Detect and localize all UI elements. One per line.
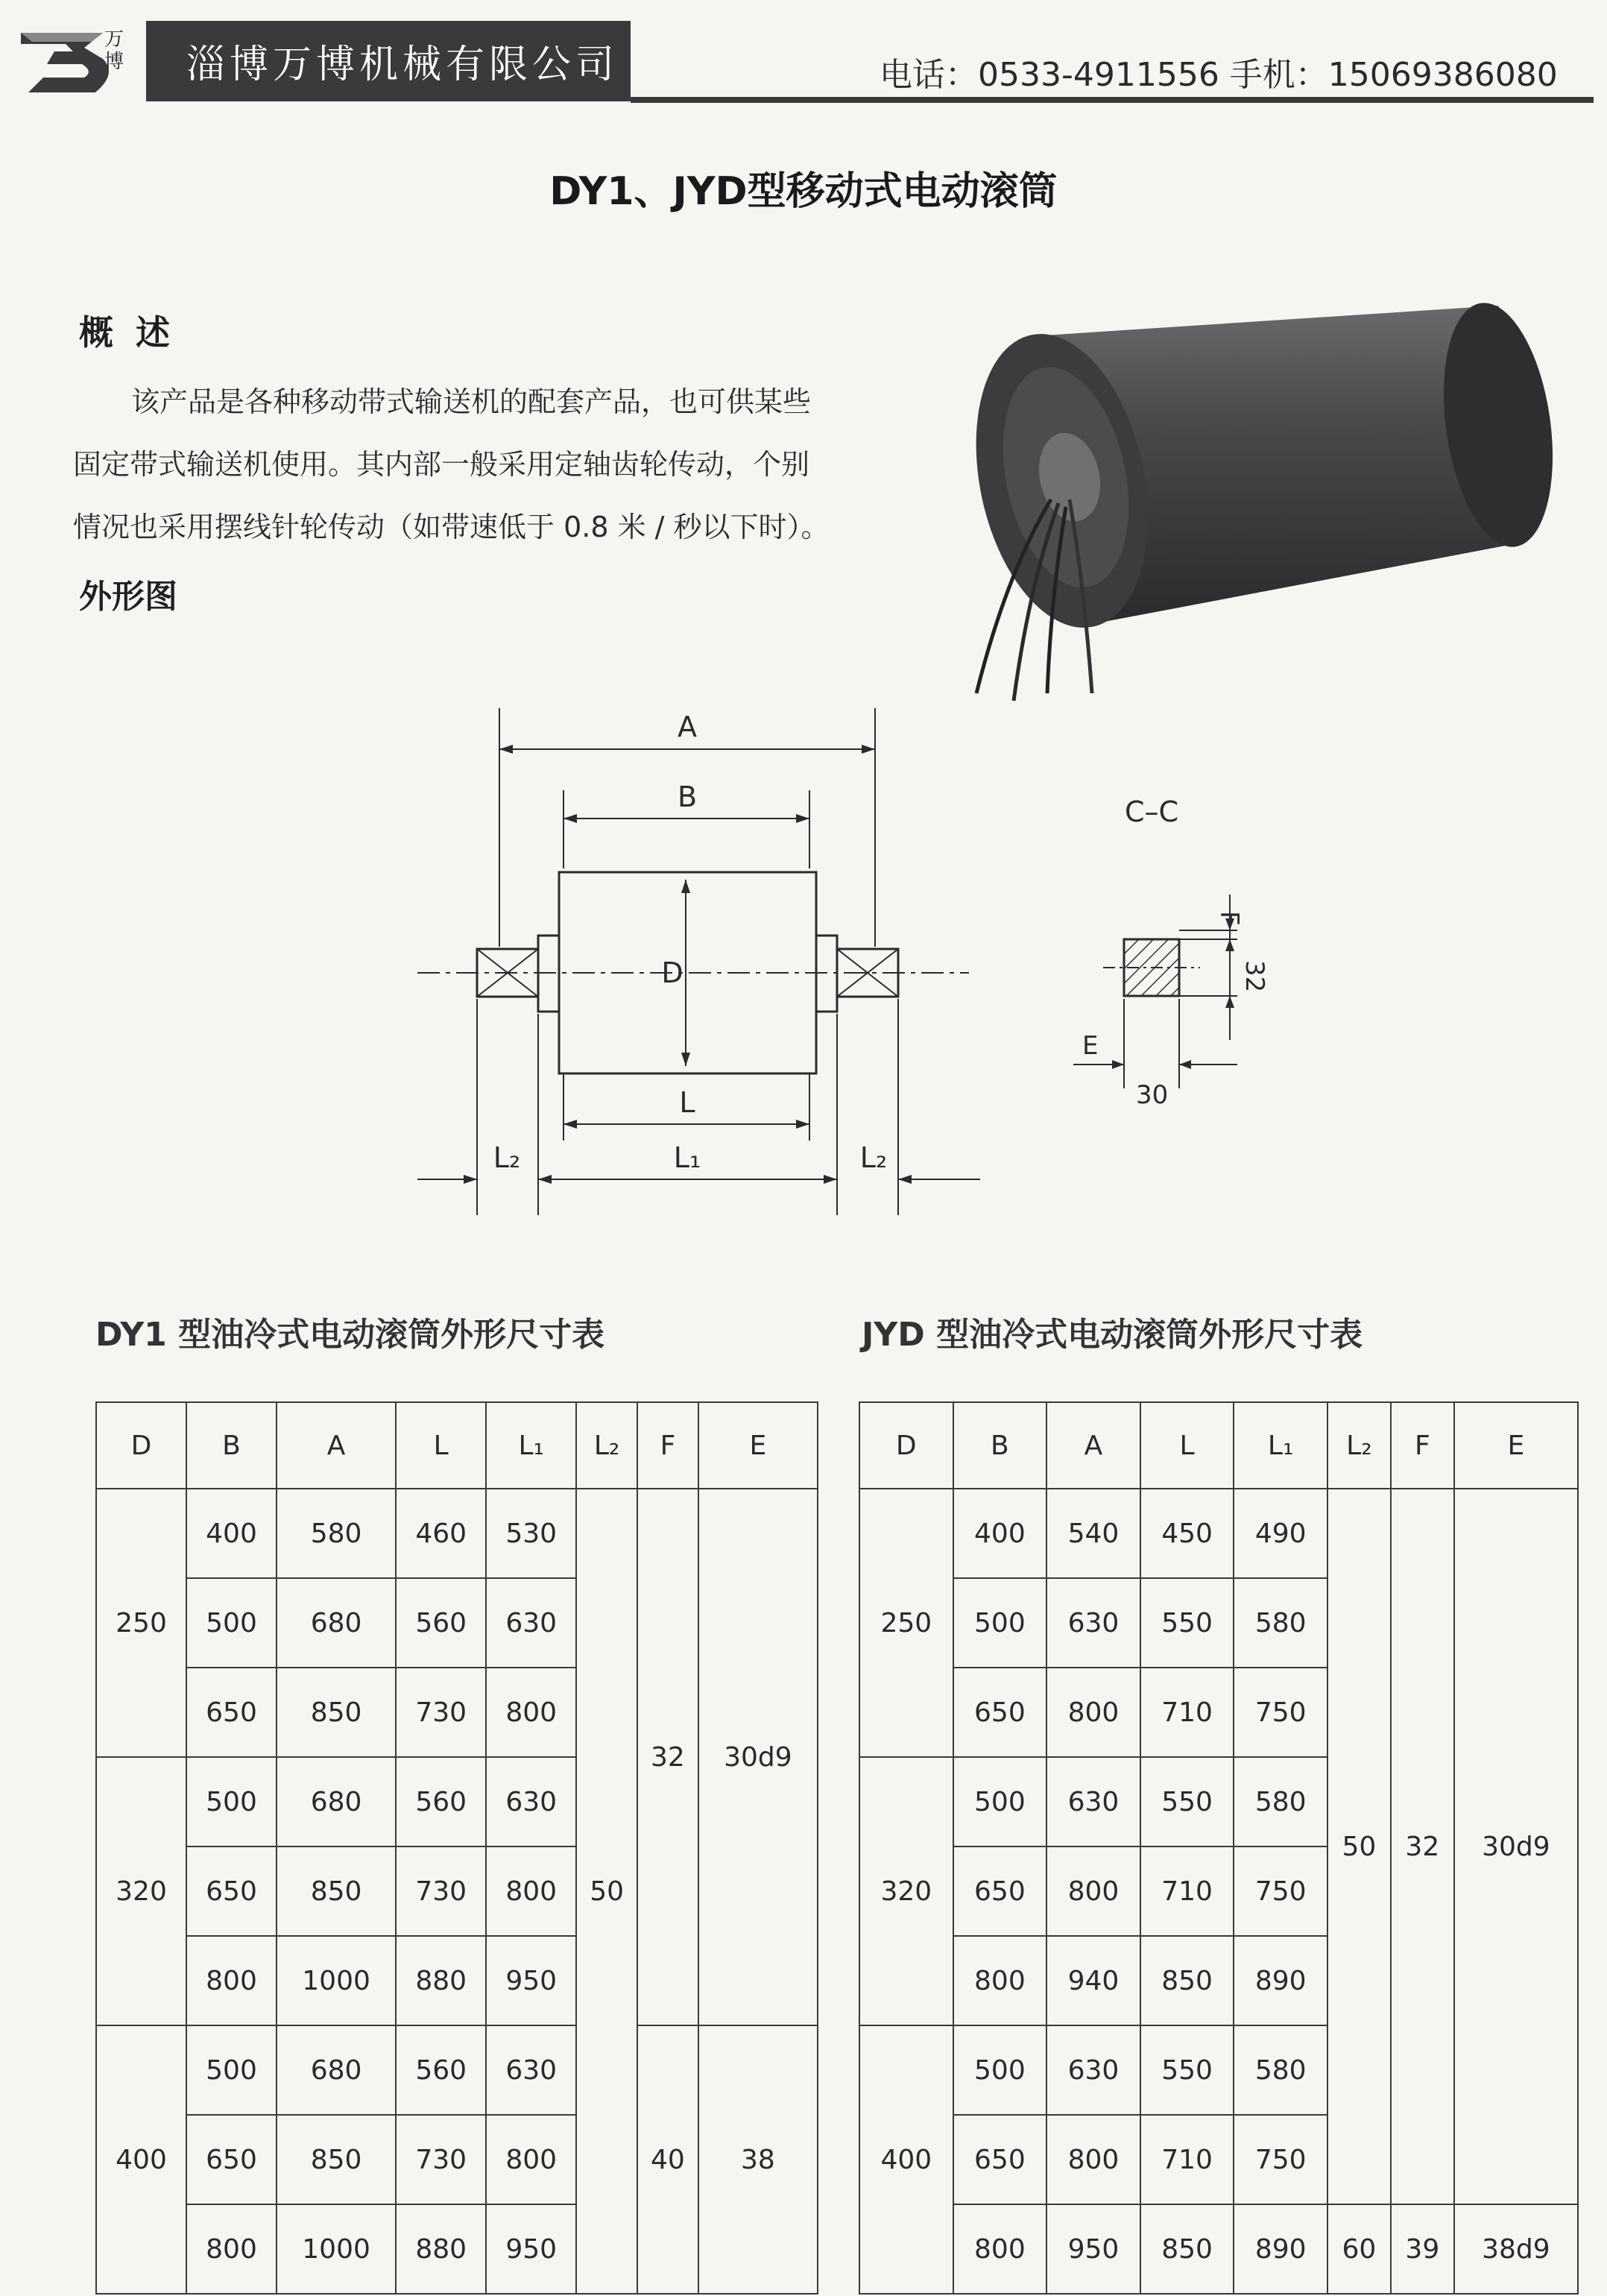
dim-label-A: A <box>678 710 697 743</box>
cell: 630 <box>486 1578 576 1668</box>
cell: 940 <box>1046 1936 1140 2025</box>
cell: 710 <box>1140 1668 1234 1757</box>
cell: 560 <box>396 1578 486 1668</box>
cell-F: 39 <box>1391 2204 1454 2294</box>
cell: 500 <box>953 1578 1047 1668</box>
cell-D: 400 <box>96 2025 186 2294</box>
product-photo <box>917 276 1573 723</box>
cell-L2: 60 <box>1327 2204 1391 2294</box>
overview-line-3: 情况也采用摆线针轮传动（如带速低于 0.8 米 / 秒以下时）。 <box>73 511 830 543</box>
header-cell: D <box>859 1402 953 1489</box>
cell: 710 <box>1140 2115 1234 2204</box>
header-cell: E <box>698 1402 818 1489</box>
cell: 800 <box>186 2204 277 2294</box>
cell: 500 <box>186 1757 277 1846</box>
cell-D: 320 <box>96 1757 186 2025</box>
header-cell: L₂ <box>576 1402 637 1489</box>
header-cell: L₁ <box>486 1402 576 1489</box>
cell: 630 <box>1046 1757 1140 1846</box>
table-header-row <box>96 1402 818 1489</box>
dim-label-D: D <box>661 956 683 989</box>
cell: 630 <box>1046 2025 1140 2115</box>
table-row <box>96 2025 818 2115</box>
cell-D: 250 <box>859 1489 953 1757</box>
cell: 650 <box>186 1846 277 1936</box>
cell-E: 30d9 <box>1454 1489 1578 2204</box>
cell: 400 <box>186 1489 277 1578</box>
cell: 880 <box>396 2204 486 2294</box>
cell: 750 <box>1234 2115 1327 2204</box>
dim-label-L1: L₁ <box>673 1141 701 1174</box>
table-header-row <box>859 1402 1578 1489</box>
header-cell: L₁ <box>1234 1402 1327 1489</box>
cell: 550 <box>1140 2025 1234 2115</box>
header-cell: B <box>953 1402 1047 1489</box>
cell: 950 <box>1046 2204 1140 2294</box>
outline-drawing <box>402 693 999 1230</box>
cell: 630 <box>486 2025 576 2115</box>
cell: 680 <box>277 1757 396 1846</box>
cell: 680 <box>277 1578 396 1668</box>
cell: 710 <box>1140 1846 1234 1936</box>
cell-D: 320 <box>859 1757 953 2025</box>
cell: 850 <box>277 2115 396 2204</box>
cell: 400 <box>953 1489 1047 1578</box>
table-row <box>859 1489 1578 1578</box>
cell: 650 <box>186 1668 277 1757</box>
header-cell: L <box>396 1402 486 1489</box>
cell: 650 <box>953 1668 1047 1757</box>
cell: 650 <box>186 2115 277 2204</box>
cell: 550 <box>1140 1757 1234 1846</box>
cell-F: 32 <box>637 1489 698 2025</box>
cell: 750 <box>1234 1668 1327 1757</box>
section-title: C–C <box>1124 795 1179 828</box>
section-label-F: F <box>1214 911 1244 926</box>
contact-info: 电话：0533-4911556 手机：15069386080 <box>880 56 1558 94</box>
cell: 630 <box>1046 1578 1140 1668</box>
cell: 800 <box>1046 1668 1140 1757</box>
cell: 800 <box>953 2204 1047 2294</box>
cell: 550 <box>1140 1578 1234 1668</box>
cell: 800 <box>1046 1846 1140 1936</box>
header-cell: F <box>637 1402 698 1489</box>
header-cell: A <box>277 1402 396 1489</box>
cell: 460 <box>396 1489 486 1578</box>
cell: 800 <box>486 1668 576 1757</box>
cell: 730 <box>396 1668 486 1757</box>
cell: 800 <box>1046 2115 1140 2204</box>
cell: 890 <box>1234 2204 1327 2294</box>
cell: 580 <box>277 1489 396 1578</box>
cell: 680 <box>277 2025 396 2115</box>
cell: 850 <box>277 1668 396 1757</box>
dim-label-L: L <box>679 1086 695 1119</box>
cell: 1000 <box>277 2204 396 2294</box>
outline-heading: 外形图 <box>79 578 177 616</box>
cell-E: 30d9 <box>698 1489 818 2025</box>
section-label-30: 30 <box>1136 1080 1169 1110</box>
cell: 800 <box>186 1936 277 2025</box>
header-cell: L <box>1140 1402 1234 1489</box>
cell: 650 <box>953 1846 1047 1936</box>
header-cell: D <box>96 1402 186 1489</box>
cell: 630 <box>486 1757 576 1846</box>
overview-heading: 概述 <box>79 312 192 353</box>
table1-caption: DY1 型油冷式电动滚筒外形尺寸表 <box>95 1316 605 1354</box>
section-label-E: E <box>1082 1031 1099 1061</box>
dim-label-L2-right: L₂ <box>859 1141 888 1174</box>
cell-F: 32 <box>1391 1489 1454 2204</box>
cell: 890 <box>1234 1936 1327 2025</box>
cell-L2: 50 <box>1327 1489 1391 2204</box>
table-row <box>96 1489 818 1578</box>
cell: 800 <box>486 1846 576 1936</box>
header-cell: L₂ <box>1327 1402 1391 1489</box>
cell: 530 <box>486 1489 576 1578</box>
header-cell: A <box>1046 1402 1140 1489</box>
cell: 850 <box>1140 1936 1234 2025</box>
cell: 500 <box>953 2025 1047 2115</box>
cell: 490 <box>1234 1489 1327 1578</box>
header-cell: E <box>1454 1402 1578 1489</box>
cell: 560 <box>396 2025 486 2115</box>
cell-L2: 50 <box>576 1489 637 2294</box>
table2-caption: JYD 型油冷式电动滚筒外形尺寸表 <box>862 1316 1363 1354</box>
cell-F: 40 <box>637 2025 698 2294</box>
cell: 800 <box>953 1936 1047 2025</box>
logo-subtext: 万博 <box>104 28 124 73</box>
cell: 580 <box>1234 1578 1327 1668</box>
dim-label-L2-left: L₂ <box>493 1141 521 1174</box>
cell: 730 <box>396 1846 486 1936</box>
table-row <box>859 2204 1578 2294</box>
cell: 580 <box>1234 1757 1327 1846</box>
cell: 750 <box>1234 1846 1327 1936</box>
dy1-dimension-table <box>95 1401 818 2295</box>
cell-D: 250 <box>96 1489 186 1757</box>
cell-D: 400 <box>859 2025 953 2294</box>
cell: 1000 <box>277 1936 396 2025</box>
header-rule <box>631 97 1594 103</box>
cell: 500 <box>953 1757 1047 1846</box>
cell: 850 <box>277 1846 396 1936</box>
document-title: DY1、JYD型移动式电动滚筒 <box>549 169 1058 214</box>
cell: 650 <box>953 2115 1047 2204</box>
overview-line-1: 该产品是各种移动带式输送机的配套产品，也可供某些 <box>131 385 812 418</box>
section-label-32: 32 <box>1240 960 1269 993</box>
cell: 850 <box>1140 2204 1234 2294</box>
cell: 950 <box>486 2204 576 2294</box>
header-cell: F <box>1391 1402 1454 1489</box>
cell: 560 <box>396 1757 486 1846</box>
cell: 540 <box>1046 1489 1140 1578</box>
cell: 500 <box>186 1578 277 1668</box>
cell: 800 <box>486 2115 576 2204</box>
cell-E: 38 <box>698 2025 818 2294</box>
cell-E: 38d9 <box>1454 2204 1578 2294</box>
company-name: 淄博万博机械有限公司 <box>186 42 619 87</box>
jyd-dimension-table <box>859 1401 1579 2295</box>
cell: 580 <box>1234 2025 1327 2115</box>
overview-line-2: 固定带式输送机使用。其内部一般采用定轴齿轮传动，个别 <box>73 448 810 481</box>
cell: 880 <box>396 1936 486 2025</box>
dim-label-B: B <box>677 780 698 813</box>
header-cell: B <box>186 1402 277 1489</box>
section-cc-drawing <box>1058 783 1304 1118</box>
cell: 950 <box>486 1936 576 2025</box>
cell: 730 <box>396 2115 486 2204</box>
cell: 500 <box>186 2025 277 2115</box>
cell: 450 <box>1140 1489 1234 1578</box>
